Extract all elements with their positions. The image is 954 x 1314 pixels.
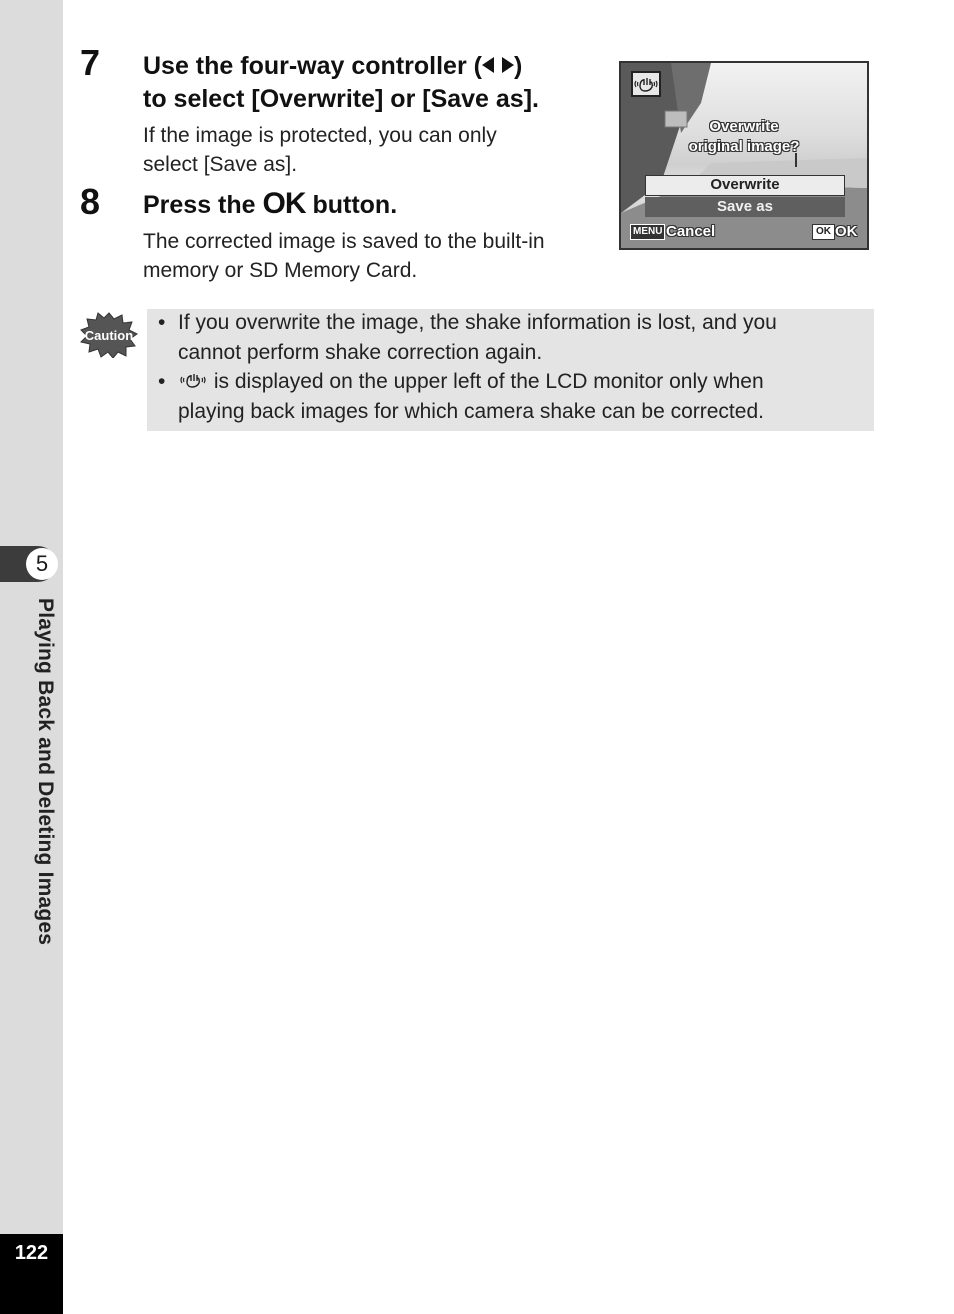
shake-reduction-icon: [631, 71, 661, 97]
step-7-heading-part2: ): [513, 52, 523, 80]
step-8-heading-post: button.: [312, 191, 398, 219]
step-7-number: 7: [80, 42, 101, 83]
caution-bullet-1: •: [158, 311, 166, 334]
shake-reduction-icon: [178, 370, 208, 390]
caution-icon: [80, 312, 138, 358]
step-7-body-line1: If the image is protected, you can only: [143, 124, 497, 147]
step-8-body-line2: memory or SD Memory Card.: [143, 259, 418, 282]
step-7-heading: [143, 50, 539, 116]
step-8-heading-pre: Press the: [143, 191, 256, 219]
step-8-number: 8: [80, 181, 101, 222]
caution-item-2-line2: playing back images for which camera shake can be corrected.: [178, 400, 764, 423]
right-arrow-icon: [502, 57, 514, 73]
step-7-body: [143, 121, 497, 179]
caution-item-2-line1: is displayed on the upper left of the LCD monitor only when: [213, 370, 764, 393]
menu-key-icon: MENU: [630, 224, 665, 240]
ok-button-icon: OK: [262, 187, 306, 220]
caution-badge-text: Caution: [84, 328, 134, 343]
step-7-body-line2: select [Save as].: [143, 153, 298, 176]
overwrite-option: Overwrite: [645, 175, 845, 196]
page-number: 122: [14, 1242, 49, 1264]
chapter-title: Playing Back and Deleting Images: [34, 598, 57, 946]
step-8-body-line1: The corrected image is saved to the built-in: [143, 230, 545, 253]
lcd-cancel-label: Cancel: [666, 223, 716, 240]
lcd-message-line2: original image?: [688, 138, 800, 155]
caution-bullet-2: •: [158, 370, 166, 393]
ok-key-icon: OK: [812, 224, 835, 240]
lcd-screen: [619, 61, 869, 250]
lcd-message-line1: Overwrite: [709, 118, 779, 135]
save-as-option: Save as: [645, 197, 845, 217]
lcd-ok-label: OK: [835, 223, 858, 240]
lcd-message: [621, 117, 867, 157]
step-8-body: [143, 227, 545, 285]
caution-item-2: [178, 367, 764, 427]
caution-item-1-line2: cannot perform shake correction again.: [178, 341, 543, 364]
step-7-heading-line2: to select [Overwrite] or [Save as].: [143, 85, 539, 113]
caution-item-1-line1: If you overwrite the image, the shake information is lost, and you: [178, 311, 777, 334]
caution-item-1: [178, 308, 777, 368]
chapter-number: 5: [26, 548, 58, 580]
left-arrow-icon: [482, 57, 494, 73]
step-8-heading: [143, 187, 397, 222]
step-7-heading-part1: Use the four-way controller (: [143, 52, 482, 80]
